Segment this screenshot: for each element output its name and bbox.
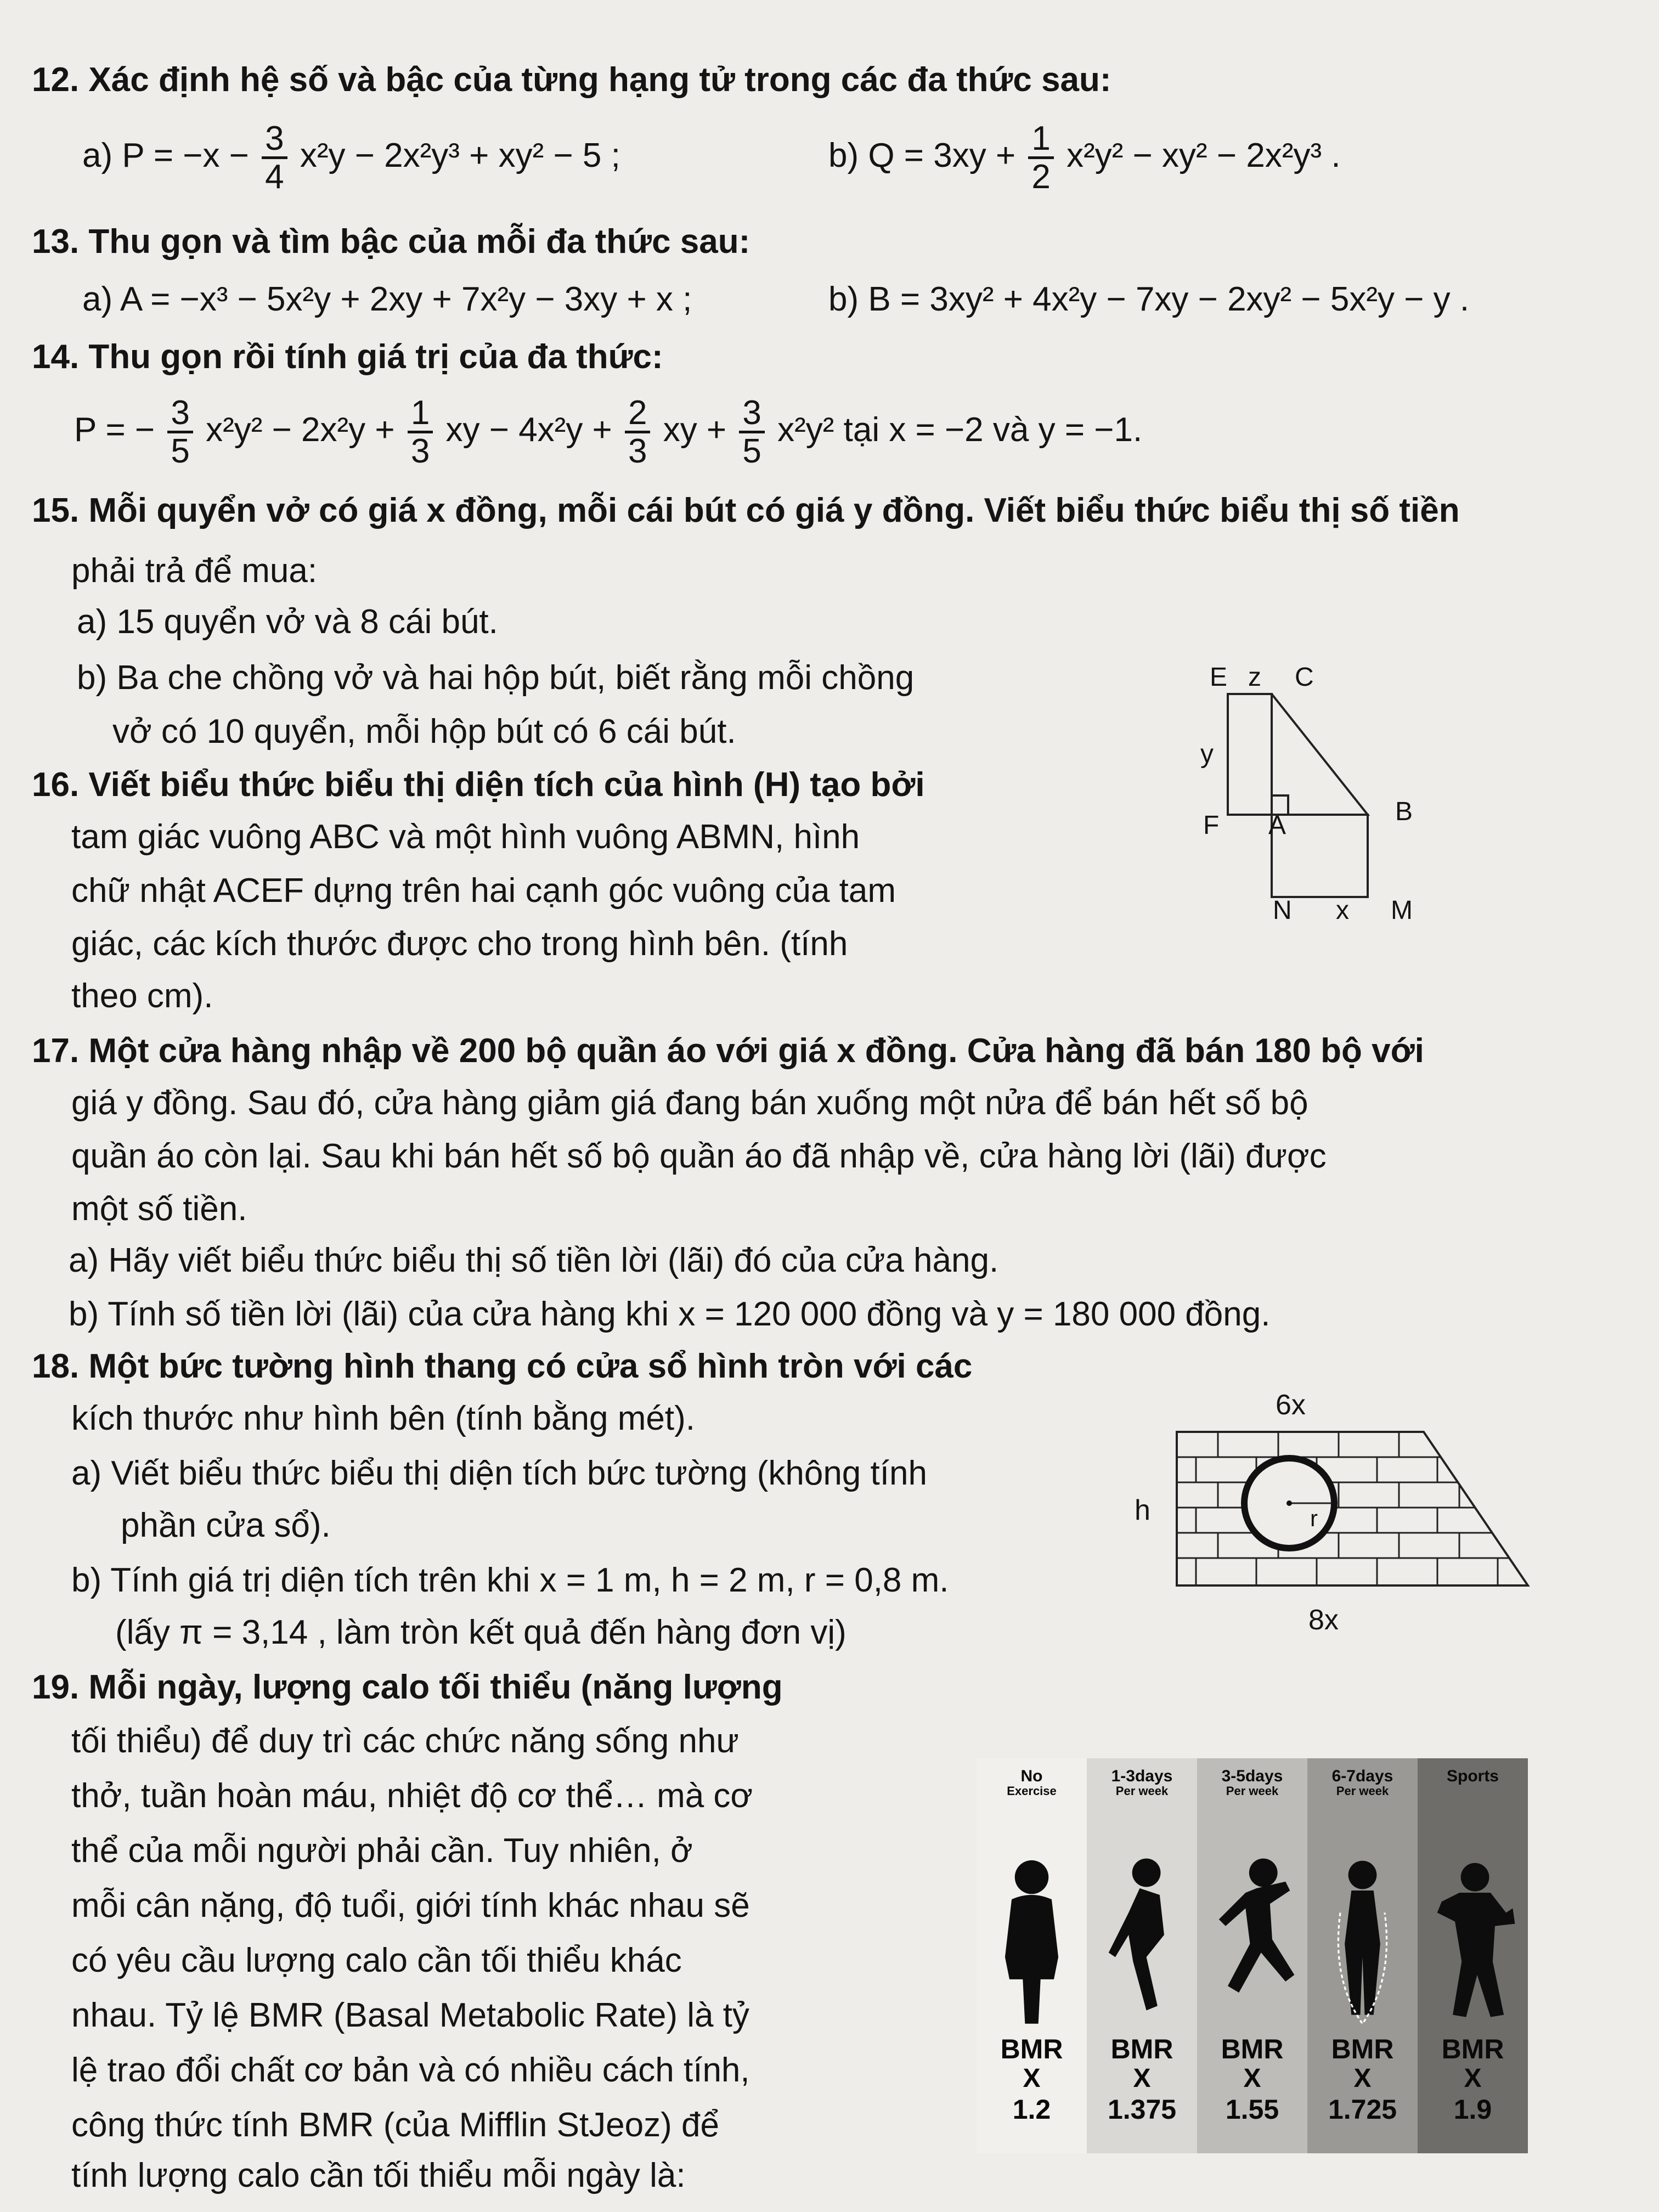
q14-frac2	[408, 395, 433, 469]
label-f: F	[1203, 811, 1220, 840]
q14-f2-num: 1	[408, 395, 433, 433]
q14-p1: P = −	[74, 410, 155, 449]
q17-a: a) Hãy viết biểu thức biểu thị số tiền lời (lãi) đó của cửa hàng.	[69, 1242, 999, 1279]
q14-f4-num: 3	[739, 395, 764, 433]
q16-line3: chữ nhật ACEF dựng trên hai cạnh góc vuông của tam	[71, 872, 896, 910]
q15-title: 15. Mỗi quyển vở có giá x đồng, mỗi cái bút có giá y đồng. Viết biểu thức biểu thị số tiền	[32, 492, 1460, 529]
label-8x: 8x	[1308, 1604, 1339, 1636]
bmr-column-heading: 6-7days	[1331, 1767, 1393, 1785]
label-z: z	[1248, 663, 1261, 692]
label-e: E	[1210, 663, 1228, 692]
q18-a2: phần cửa sổ).	[121, 1506, 331, 1544]
bmr-column-subheading: Per week	[1336, 1784, 1389, 1798]
bmr-column-heading: Sports	[1446, 1767, 1499, 1785]
q16-line2: tam giác vuông ABC và một hình vuông ABMN, hình	[71, 818, 860, 856]
q18-b2: (lấy π = 3,14 , làm tròn kết quả đến hàng đơn vị)	[115, 1613, 847, 1651]
q13-title-text: 13. Thu gọn và tìm bậc của mỗi đa thức sau:	[32, 223, 751, 261]
q12-title	[32, 60, 1111, 99]
q17-line3: quần áo còn lại. Sau khi bán hết số bộ quần áo đã nhập về, cửa hàng lời (lãi) được	[71, 1137, 1327, 1175]
q18-b1: b) Tính giá trị diện tích trên khi x = 1 m, h = 2 m, r = 0,8 m.	[71, 1561, 949, 1599]
activity-factor: 1.2	[1012, 2094, 1051, 2125]
q12-b-prefix: b) Q = 3xy +	[828, 136, 1016, 174]
label-h: h	[1135, 1494, 1150, 1526]
q12-a-num: 3	[262, 121, 287, 159]
q14-f3-num: 2	[625, 395, 650, 433]
q12-a	[82, 121, 620, 195]
q14-expression	[74, 395, 1142, 469]
q19-line5: mỗi cân nặng, độ tuổi, giới tính khác nhau sẽ	[71, 1887, 750, 1925]
q18-a1: a) Viết biểu thức biểu thị diện tích bức tường (không tính	[71, 1454, 927, 1492]
q18-line1: 18. Một bức tường hình thang có cửa sổ hình tròn với các	[32, 1347, 973, 1385]
q14-f1-den: 5	[171, 432, 190, 471]
label-y: y	[1200, 740, 1214, 769]
label-6x: 6x	[1276, 1389, 1306, 1421]
activity-factor: 1.9	[1453, 2094, 1492, 2125]
q13-title	[32, 222, 750, 261]
q14-f4-den: 5	[742, 432, 761, 471]
q13-b: b) B = 3xy² + 4x²y − 7xy − 2xy² − 5x²y − y .	[828, 280, 1470, 318]
activity-factor: 1.375	[1107, 2094, 1177, 2125]
q14-f2-den: 3	[410, 432, 430, 471]
q12-b-fraction	[1028, 121, 1053, 195]
bmr-label: BMR	[1331, 2034, 1394, 2064]
bmr-column	[1087, 1758, 1197, 2153]
label-m: M	[1391, 896, 1413, 925]
q14-title: 14. Thu gọn rồi tính giá trị của đa thức:	[32, 338, 663, 376]
q12-b	[828, 121, 1341, 195]
q14-p5: x²y² tại x = −2 và y = −1.	[777, 410, 1143, 449]
label-c: C	[1295, 663, 1314, 692]
q15-b2: vở có 10 quyển, mỗi hộp bút có 6 cái bút.	[112, 713, 736, 751]
q18-line2: kích thước như hình bên (tính bằng mét).	[71, 1400, 695, 1437]
activity-factor: 1.725	[1328, 2094, 1397, 2125]
q16-line4: giác, các kích thước được cho trong hình bên. (tính	[71, 925, 848, 963]
q12-b-rest: x²y² − xy² − 2x²y³ .	[1066, 136, 1341, 174]
bmr-column	[977, 1758, 1087, 2153]
bmr-activity-chart	[977, 1758, 1528, 2153]
label-x: x	[1336, 896, 1349, 925]
bmr-label: BMR	[1000, 2034, 1063, 2064]
q19-line8: lệ trao đổi chất cơ bản và có nhiều cách tính,	[71, 2051, 750, 2089]
q14-f1-num: 3	[167, 395, 193, 433]
q13-a: a) A = −x³ − 5x²y + 2xy + 7x²y − 3xy + x ;	[82, 280, 692, 318]
label-n: N	[1273, 896, 1292, 925]
multiply-sign: X	[1023, 2064, 1041, 2093]
bmr-column	[1418, 1758, 1528, 2153]
q12-a-den: 4	[265, 158, 284, 196]
q19-line4: thể của mỗi người phải cần. Tuy nhiên, ở	[71, 1832, 693, 1870]
q14-frac4	[739, 395, 764, 469]
q19-line10: tính lượng calo cần tối thiểu mỗi ngày là:	[71, 2157, 686, 2194]
q14-p4: xy +	[663, 410, 727, 449]
q12-b-den: 2	[1031, 158, 1051, 196]
q19-line2: tối thiểu) để duy trì các chức năng sống như	[71, 1722, 739, 1760]
multiply-sign: X	[1133, 2064, 1151, 2093]
bmr-label: BMR	[1441, 2034, 1504, 2064]
q12-a-prefix: a) P = −x −	[82, 136, 249, 174]
q17-line2: giá y đồng. Sau đó, cửa hàng giảm giá đang bán xuống một nửa để bán hết số bộ	[71, 1084, 1308, 1122]
label-a: A	[1268, 811, 1286, 840]
bmr-label: BMR	[1221, 2034, 1284, 2064]
bmr-column-subheading: Per week	[1226, 1784, 1279, 1798]
q14-frac1	[167, 395, 193, 469]
rectangle-acef	[1228, 694, 1272, 815]
q12-a-fraction	[262, 121, 287, 195]
q19-line1: 19. Mỗi ngày, lượng calo tối thiểu (năng lượng	[32, 1668, 783, 1706]
q19-line3: thở, tuần hoàn máu, nhiệt độ cơ thể… mà cơ	[71, 1777, 753, 1815]
trapezoid-wall	[1177, 1432, 1528, 1585]
bmr-column-subheading: Exercise	[1007, 1784, 1057, 1798]
label-b: B	[1395, 797, 1413, 826]
q16-line1: 16. Viết biểu thức biểu thị diện tích của hình (H) tạo bởi	[32, 766, 925, 804]
q17-line1: 17. Một cửa hàng nhập về 200 bộ quần áo với giá x đồng. Cửa hàng đã bán 180 bộ với	[32, 1032, 1424, 1070]
square-abmn	[1272, 815, 1368, 897]
q17-line4: một số tiền.	[71, 1190, 247, 1228]
multiply-sign: X	[1243, 2064, 1261, 2093]
brick-pattern	[1177, 1432, 1542, 1585]
bmr-column-subheading: Per week	[1115, 1784, 1169, 1798]
bmr-column	[1307, 1758, 1418, 2153]
q15-b1: b) Ba che chồng vở và hai hộp bút, biết rằng mỗi chồng	[77, 659, 915, 697]
q14-p2: x²y² − 2x²y +	[206, 410, 395, 449]
q19-line9: công thức tính BMR (của Mifflin StJeoz) để	[71, 2106, 719, 2144]
q19-line7: nhau. Tỷ lệ BMR (Basal Metabolic Rate) là tỷ	[71, 1996, 749, 2034]
multiply-sign: X	[1464, 2064, 1482, 2093]
q14-frac3	[625, 395, 650, 469]
label-r: r	[1310, 1505, 1318, 1531]
q12-b-num: 1	[1028, 121, 1053, 159]
q15-a: a) 15 quyển vở và 8 cái bút.	[77, 603, 498, 641]
q15-line2: phải trả để mua:	[71, 552, 318, 590]
q12-title-text: 12. Xác định hệ số và bậc của từng hạng tử trong các đa thức sau:	[32, 61, 1111, 99]
activity-factor: 1.55	[1225, 2094, 1279, 2125]
q12-a-rest: x²y − 2x²y³ + xy² − 5 ;	[300, 136, 620, 174]
bmr-column-heading: No	[1020, 1767, 1043, 1785]
q19-line6: có yêu cầu lượng calo cần tối thiểu khác	[71, 1942, 682, 1979]
q14-p3: xy − 4x²y +	[445, 410, 612, 449]
q18-wall-figure	[1125, 1383, 1542, 1646]
q16-line5: theo cm).	[71, 977, 213, 1015]
window-center	[1286, 1500, 1292, 1506]
bmr-column-heading: 3-5days	[1221, 1767, 1283, 1785]
bmr-label: BMR	[1110, 2034, 1173, 2064]
multiply-sign: X	[1353, 2064, 1372, 2093]
q16-geometry-figure	[1185, 656, 1437, 930]
q17-b: b) Tính số tiền lời (lãi) của cửa hàng khi x = 120 000 đồng và y = 180 000 đồng.	[69, 1295, 1271, 1333]
q14-f3-den: 3	[628, 432, 647, 471]
bmr-column-heading: 1-3days	[1111, 1767, 1173, 1785]
bmr-column	[1197, 1758, 1307, 2153]
